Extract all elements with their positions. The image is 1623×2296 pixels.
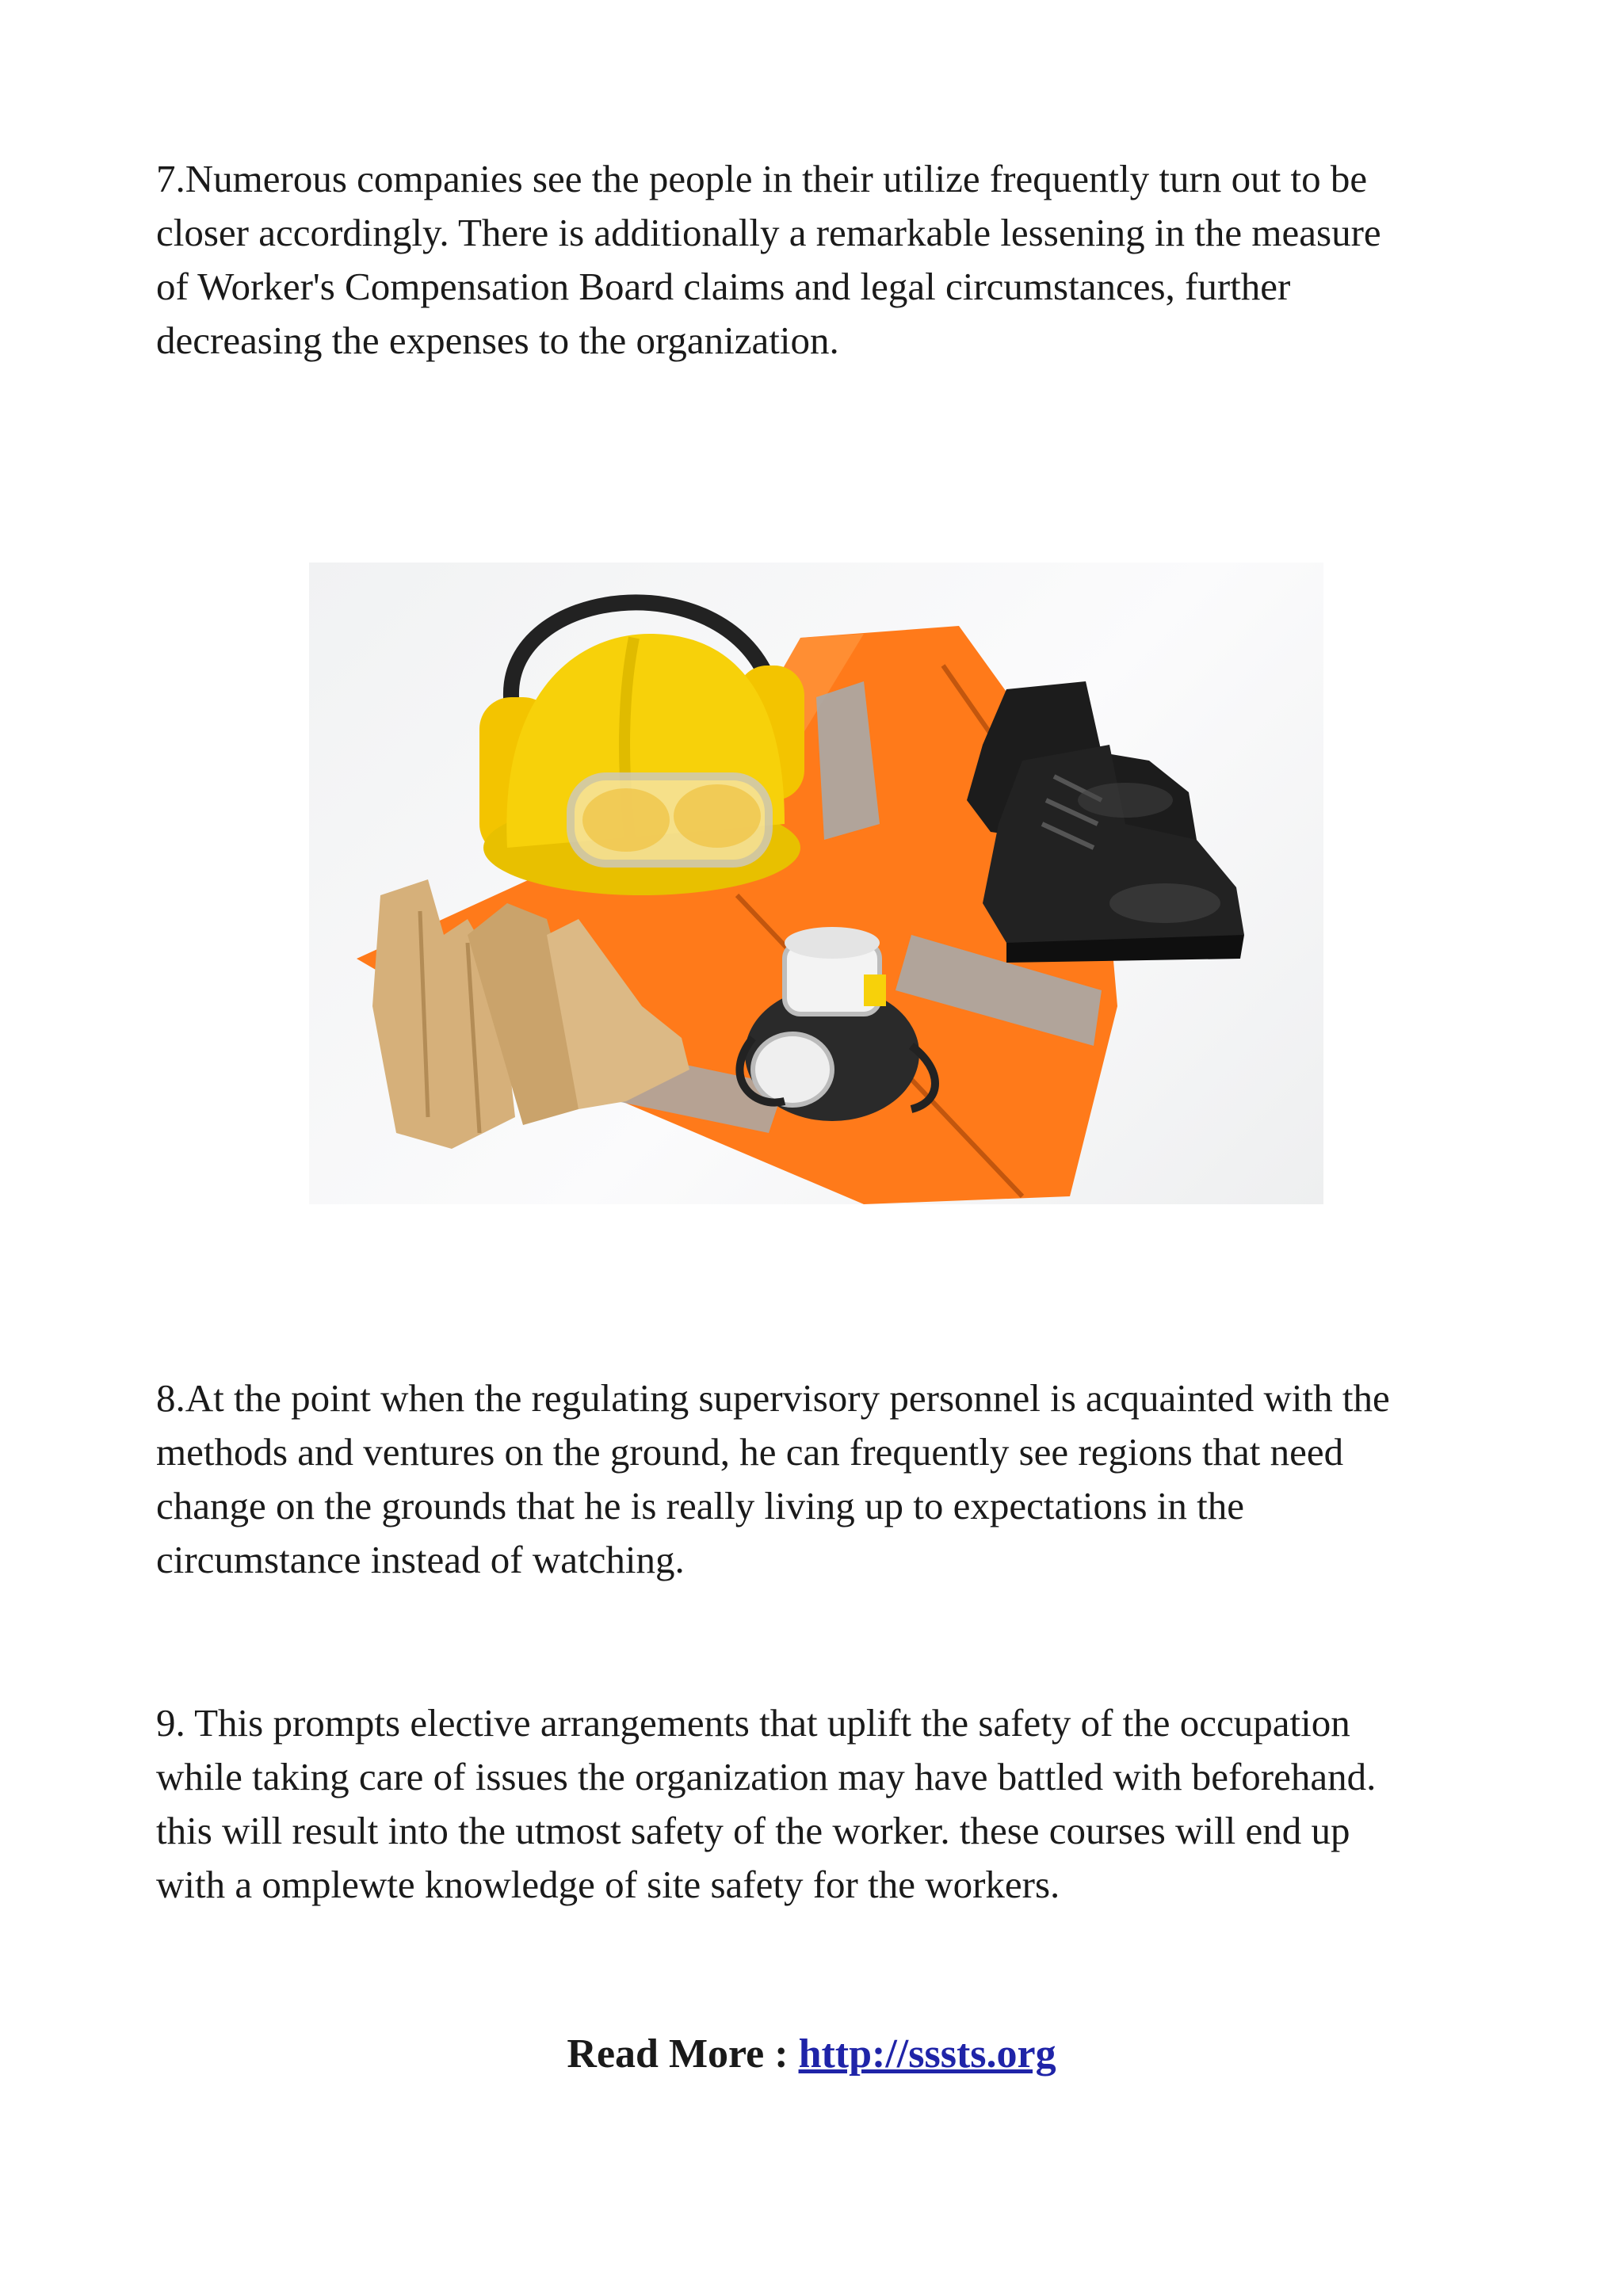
- safety-equipment-illustration: [309, 563, 1323, 1204]
- safety-equipment-photo: [309, 563, 1323, 1204]
- read-more-link[interactable]: http://sssts.org: [798, 2031, 1056, 2077]
- read-more-line: [0, 2027, 1623, 2082]
- safety-goggles-icon: [571, 776, 769, 864]
- paragraph-7: 7.Numerous companies see the people in their utilize frequently turn out to be closer accordingly. There is additionally a remarkable lessening in the measure of Worker's Compensation Board claims and legal circumstances, further decreasing the expenses to the organization.: [156, 157, 1381, 362]
- safety-boots-icon: [967, 681, 1244, 963]
- paragraph-8: 8.At the point when the regulating supervisory personnel is acquainted with the methods and ventures on the ground, he can frequently see regions that need change on the grounds that he is really living up to expectations in the circumstance instead of watching.: [156, 1376, 1390, 1581]
- paragraph-9: 9. This prompts elective arrangements that uplift the safety of the occupation while taking care of issues the organization may have battled with beforehand. this will result into the utmost safety of the worker. these courses will end up with a omplewte knowledge of site safety for the workers.: [156, 1701, 1377, 1906]
- read-more-label: Read More :: [567, 2031, 789, 2077]
